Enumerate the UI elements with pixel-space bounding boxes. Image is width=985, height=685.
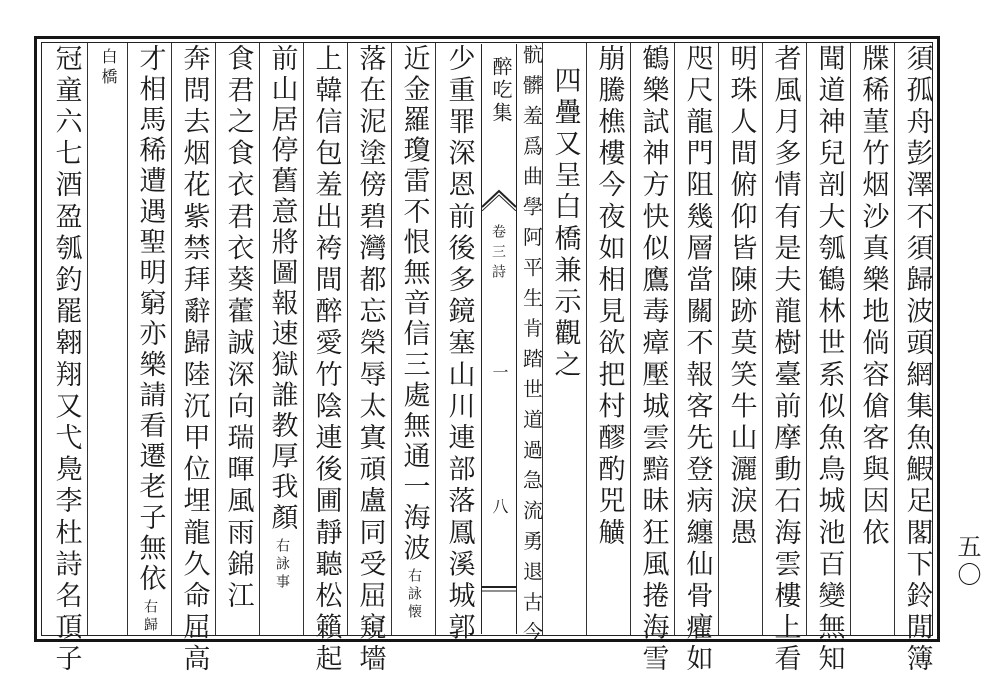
verse-line: 須孤舟彭澤不須歸波頭網集魚鰕足閣下鈴閒簿 [901, 44, 933, 676]
verse-line: 近金羅瓊雷不恨無音信三處無通一海波 [398, 44, 430, 565]
text-column-r8 [589, 44, 629, 640]
verse-line: 聞道神兒剖大瓠鶴林世系似魚鳥城池百變無知 [813, 44, 845, 676]
column-rule [630, 43, 631, 635]
column-rule [259, 43, 260, 635]
verse-line: 才相馬稀遭遇聖明窮亦樂請看遷老子無依 [134, 44, 166, 595]
book-title: 醉吃集 [489, 56, 513, 125]
column-rule [347, 43, 348, 635]
verse-line: 落在泥塗傍碧灣都忘榮辱太寘頑盧同受屈窺墻 [354, 44, 386, 676]
column-rule [171, 43, 172, 635]
text-column-r7 [633, 44, 673, 676]
verse-line: 者風月多情有是夫龍樹臺前摩動石海雲樓上看 [769, 44, 801, 676]
leaf-number-part: 一 [490, 364, 509, 380]
verse-line: 少重罪深恩前後多鏡塞山川連部落鳳溪城郭 [443, 44, 475, 645]
column-rule [215, 43, 216, 635]
verse-line: 上韓信包羞出袴間醉愛竹陰連後圃靜聽松籟起 [310, 44, 342, 676]
volume-label: 卷三詩 [490, 224, 506, 284]
text-column-r4 [765, 44, 805, 676]
column-rule [303, 43, 304, 635]
column-rule [435, 43, 436, 635]
text-column-r5 [721, 44, 761, 640]
text-column-l1 [438, 44, 480, 645]
verse-line: 食君之食衣君衣葵藿誠深向瑞暉風雨錦江 [222, 44, 254, 613]
column-rule [391, 43, 392, 635]
text-column-r9 [545, 44, 585, 640]
column-rule [718, 43, 719, 635]
column-rule [850, 43, 851, 635]
text-column-r3 [809, 44, 849, 676]
verse-line: 前山居停舊意將圖報速獄誰教厚我顏 [266, 44, 298, 534]
verse-line: 牒稀菫竹烟沙真樂地倘容傖客與因依 [857, 44, 889, 550]
text-column-l7 [174, 44, 214, 676]
poem-heading: 白橋 [99, 48, 118, 88]
poem-note: 右詠懐 [406, 568, 422, 623]
verse-line: 明珠人間俯仰皆陳跡莫笑牛山灑淚愚 [725, 44, 757, 550]
column-rule [806, 43, 807, 635]
text-column-r6 [677, 44, 717, 676]
text-column-r1 [897, 44, 937, 676]
text-column-r2 [853, 44, 893, 640]
column-rule [586, 43, 587, 635]
center-spine [481, 44, 517, 634]
poem-note: 右歸 [142, 598, 158, 635]
text-column-l4 [306, 44, 346, 676]
text-column-l8 [130, 44, 170, 640]
verse-line: 奔問去烟花紫禁拜辭歸陸沉甲位埋龍久命屈高 [178, 44, 210, 676]
text-column-l5 [262, 44, 302, 640]
fishtail-mark-top [482, 187, 516, 211]
verse-line: 崩騰樵樓今夜如相見欲把村醪酌兕觵 [593, 44, 625, 550]
verse-line: 咫尺龍門阻幾層當關不報客先登病纏仙骨癯如 [681, 44, 713, 676]
page-number: 五〇 [953, 534, 981, 590]
column-rule [674, 43, 675, 635]
column-rule [762, 43, 763, 635]
text-column-l2 [394, 44, 434, 640]
fishtail-mark-bottom [482, 581, 516, 601]
text-column-l9 [90, 44, 126, 640]
text-column-l3 [350, 44, 390, 676]
text-column-l6 [218, 44, 258, 640]
leaf-number-part: 八 [490, 498, 509, 514]
text-column-r10 [519, 44, 544, 652]
text-column-l10 [46, 44, 86, 676]
column-rule [87, 43, 88, 635]
column-rule [127, 43, 128, 635]
verse-line: 骯髒羞爲曲學阿平生肯踏世道過急流勇退古今 [519, 44, 544, 652]
verse-line: 冠童六七酒盈瓠釣罷翱翔又弋鳧李杜詩名頂子 [50, 44, 82, 676]
column-rule [894, 43, 895, 635]
poem-heading: 四疊又呈白橋兼示觀之 [549, 66, 581, 382]
verse-line: 鶴樂試神方快似鷹毒瘴壓城雲黯昧狂風捲海雪 [637, 44, 669, 676]
poem-note: 右詠事 [274, 537, 290, 592]
